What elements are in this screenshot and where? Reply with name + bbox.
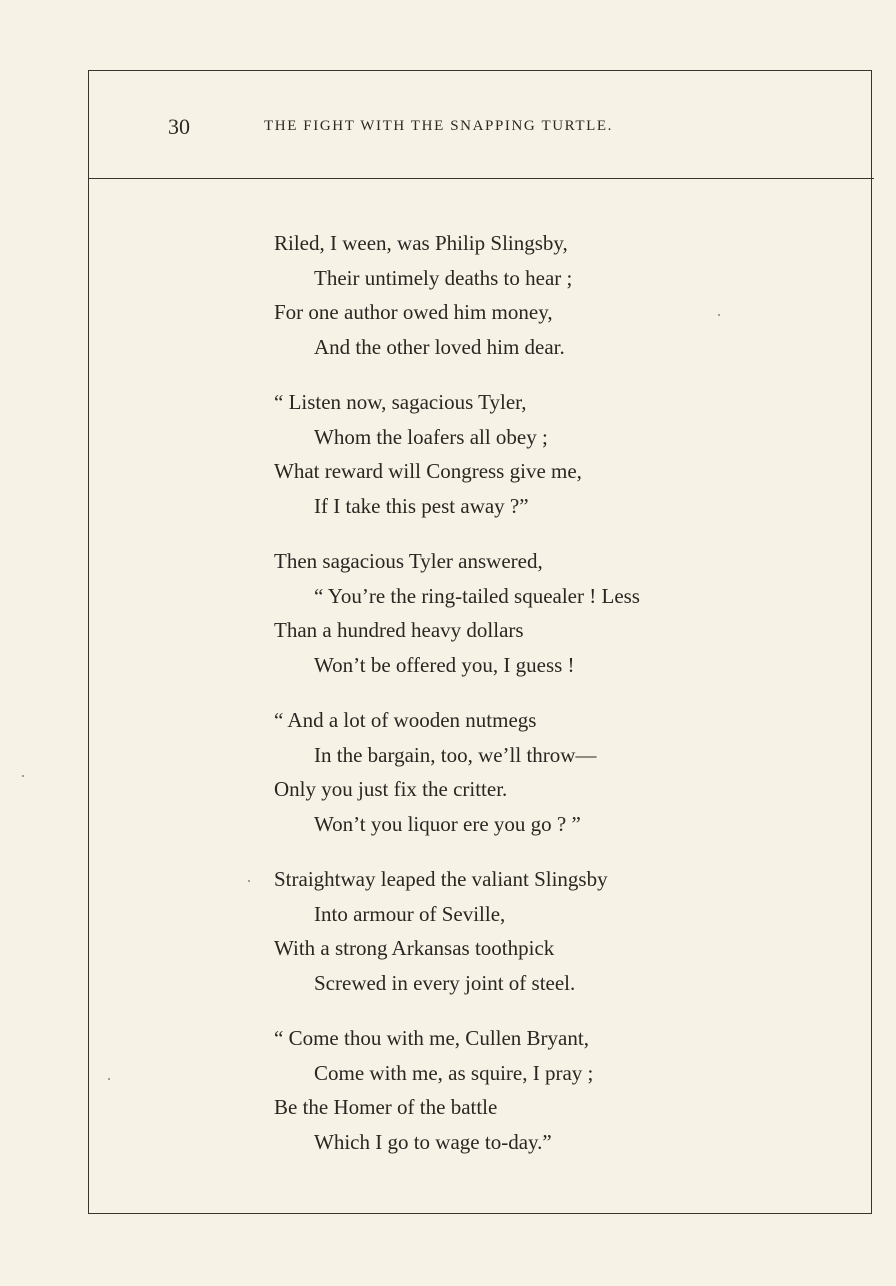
poem-line: Into armour of Seville, — [314, 901, 506, 926]
stanza — [274, 862, 640, 1000]
stanza — [274, 226, 640, 364]
poem-line: Straightway leaped the valiant Slingsby — [274, 867, 608, 891]
poem-line: Which I go to wage to-day.” — [314, 1129, 552, 1154]
poem-line: Won’t be offered you, I guess ! — [314, 652, 575, 677]
poem-line: Only you just fix the critter. — [274, 777, 508, 801]
stanza — [274, 385, 640, 523]
poem-line: “ You’re the ring-tailed squealer ! Less — [314, 583, 640, 608]
running-title: THE FIGHT WITH THE SNAPPING TURTLE. — [264, 118, 613, 134]
poem-line: With a strong Arkansas toothpick — [274, 936, 555, 960]
paper-speck — [718, 314, 720, 316]
stanza — [274, 544, 640, 682]
paper-speck — [248, 880, 250, 882]
poem-line: Than a hundred heavy dollars — [274, 618, 524, 642]
poem-line: If I take this pest away ?” — [314, 493, 529, 518]
page-number: 30 — [168, 114, 190, 139]
poem-line: Then sagacious Tyler answered, — [274, 549, 543, 573]
poem-line: Their untimely deaths to hear ; — [314, 265, 573, 290]
poem-line: For one author owed him money, — [274, 300, 553, 324]
poem-line: In the bargain, too, we’ll throw— — [314, 742, 597, 767]
poem-line: “ And a lot of wooden nutmegs — [274, 708, 537, 732]
poem-line: What reward will Congress give me, — [274, 459, 582, 483]
poem-line: Be the Homer of the battle — [274, 1095, 498, 1119]
stanza — [274, 1021, 640, 1159]
poem-body — [274, 226, 640, 1159]
poem-line: Come with me, as squire, I pray ; — [314, 1060, 594, 1085]
poem-line: Whom the loafers all obey ; — [314, 424, 548, 449]
stanza — [274, 703, 640, 841]
poem-line: “ Listen now, sagacious Tyler, — [274, 390, 527, 414]
paper-speck — [22, 775, 24, 777]
poem-line: Won’t you liquor ere you go ? ” — [314, 811, 581, 836]
poem-line: Riled, I ween, was Philip Slingsby, — [274, 231, 568, 255]
header-rule — [88, 178, 874, 179]
poem-line: And the other loved him dear. — [314, 334, 565, 359]
poem-line: “ Come thou with me, Cullen Bryant, — [274, 1026, 589, 1050]
poem-line: Screwed in every joint of steel. — [314, 970, 576, 995]
paper-speck — [108, 1078, 110, 1080]
